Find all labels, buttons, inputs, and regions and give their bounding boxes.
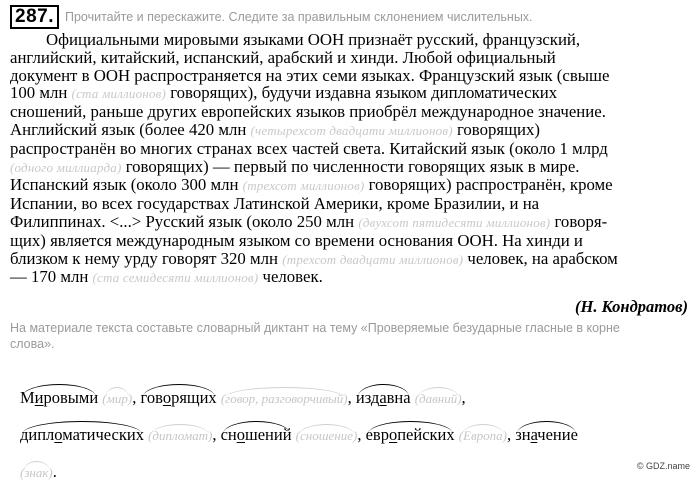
text-line: щих) является международным языком со времени основания ООН. На хинди и xyxy=(10,230,583,250)
answer-word xyxy=(20,388,98,407)
answer-word xyxy=(20,425,144,444)
word-part: М xyxy=(20,388,35,407)
highlighted-vowel: о xyxy=(162,388,172,407)
text-line: Испании, во всех государствах Латинской Америки, кроме Бразилии, и на xyxy=(10,194,540,214)
text-line xyxy=(10,250,660,269)
check-word: (говор, разговорчивый) xyxy=(220,391,348,406)
text-fragment: говорящих) распространён, кроме xyxy=(368,175,613,195)
text-line: распространён во многих странах всех частей света. Китайский язык (около 1 млрд xyxy=(10,138,608,158)
text-line xyxy=(10,268,660,287)
word-part: вна xyxy=(386,388,411,407)
highlighted-vowel: о xyxy=(388,425,398,444)
number-hint: (двухсот пятидесяти миллионов) xyxy=(358,214,551,230)
exercise-header xyxy=(10,6,533,28)
task-instruction: На материале текста составьте словарный диктант на тему «Проверяемые безударные гласные в корне слова». xyxy=(10,321,620,351)
number-hint: (трехсот двадцати миллионов) xyxy=(282,251,464,267)
answer-word xyxy=(356,388,411,407)
word-part: матических xyxy=(62,425,144,444)
word-part: дипл xyxy=(20,425,55,444)
word-part: евр xyxy=(365,425,389,444)
word-part: рящих xyxy=(171,388,217,407)
check-word: (мир) xyxy=(102,391,133,406)
answer-word xyxy=(141,388,217,407)
text-fragment: Филиппинах. <...> Русский язык (около 250 млн xyxy=(10,211,355,231)
highlighted-vowel: а xyxy=(379,388,387,407)
answer-word xyxy=(366,425,455,444)
text-fragment: Испанский язык (около 300 млн xyxy=(10,175,239,195)
text-fragment: говорящих) — первый по численности говорящих язык в мире. xyxy=(125,156,580,176)
highlighted-vowel: и xyxy=(34,388,44,407)
text-fragment: 100 млн xyxy=(10,83,68,103)
word-part: чение xyxy=(537,425,578,444)
text-line xyxy=(10,176,660,195)
text-line: сношений, раньше других европейских языков приобрёл международное значение. xyxy=(10,102,606,122)
exercise-instruction: Прочитайте и перескажите. Следите за правильным склонением числительных. xyxy=(64,10,533,24)
text-line xyxy=(10,213,660,232)
answer-block: Мировыми (мир), говорящих (говор, разговорчивый), издавна (давний), дипломатических (дипломат), сношений (сношение), европейских (Европа), значение (знак). xyxy=(20,388,578,481)
word-part: изд xyxy=(355,388,380,407)
number-hint: (трехсот миллионов) xyxy=(242,178,365,194)
text-fragment: говорящих) xyxy=(456,119,540,139)
word-part: шений xyxy=(245,425,292,444)
check-word: (сношение) xyxy=(295,428,358,443)
check-word: (Европа) xyxy=(458,428,507,443)
number-hint: (ста семидесяти миллионов) xyxy=(92,270,259,286)
exercise-number: 287. xyxy=(10,5,59,29)
text-fragment: близком к нему урду говорят 320 млн xyxy=(10,248,278,268)
text-line: Официальными мировыми языками ООН признаёт русский, французский, xyxy=(46,30,581,49)
number-hint: (ста миллионов) xyxy=(71,86,166,102)
text-line xyxy=(10,121,660,140)
check-word: (знак) xyxy=(20,465,53,480)
answer-word xyxy=(221,425,292,444)
number-hint: (одного миллиарда) xyxy=(10,159,122,175)
word-part: пейских xyxy=(397,425,455,444)
answer-word xyxy=(515,425,578,444)
text-fragment: человек. xyxy=(262,267,323,287)
check-word: (дипломат) xyxy=(148,428,213,443)
word-part: ровыми xyxy=(43,388,99,407)
author-attribution: (Н. Кондратов) xyxy=(575,297,688,316)
text-fragment: говорящих), будучи издавна языком дипломатических xyxy=(170,83,558,103)
word-part: гов xyxy=(140,388,163,407)
number-hint: (четырехсот двадцати миллионов) xyxy=(250,122,453,138)
text-fragment: Английский язык (более 420 млн xyxy=(10,119,247,139)
text-fragment: человек, на арабском xyxy=(467,248,618,268)
text-line xyxy=(10,158,660,177)
word-part: зн xyxy=(515,425,531,444)
highlighted-vowel: о xyxy=(54,425,63,444)
check-word: (давний) xyxy=(414,391,462,406)
highlighted-vowel: а xyxy=(530,425,538,444)
highlighted-vowel: о xyxy=(236,425,245,444)
watermark: © GDZ.name xyxy=(636,461,690,471)
text-line: английский, китайский, испанский, арабский и хинди. Любой официальный xyxy=(10,47,556,67)
text-fragment: — 170 млн xyxy=(10,267,89,287)
text-fragment: говоря- xyxy=(554,211,608,231)
exercise-text xyxy=(10,31,660,287)
word-part: сн xyxy=(220,425,237,444)
text-line xyxy=(10,84,660,103)
text-line: документ в ООН распространяется на этих семи языках. Французский язык (свыше xyxy=(10,65,610,85)
